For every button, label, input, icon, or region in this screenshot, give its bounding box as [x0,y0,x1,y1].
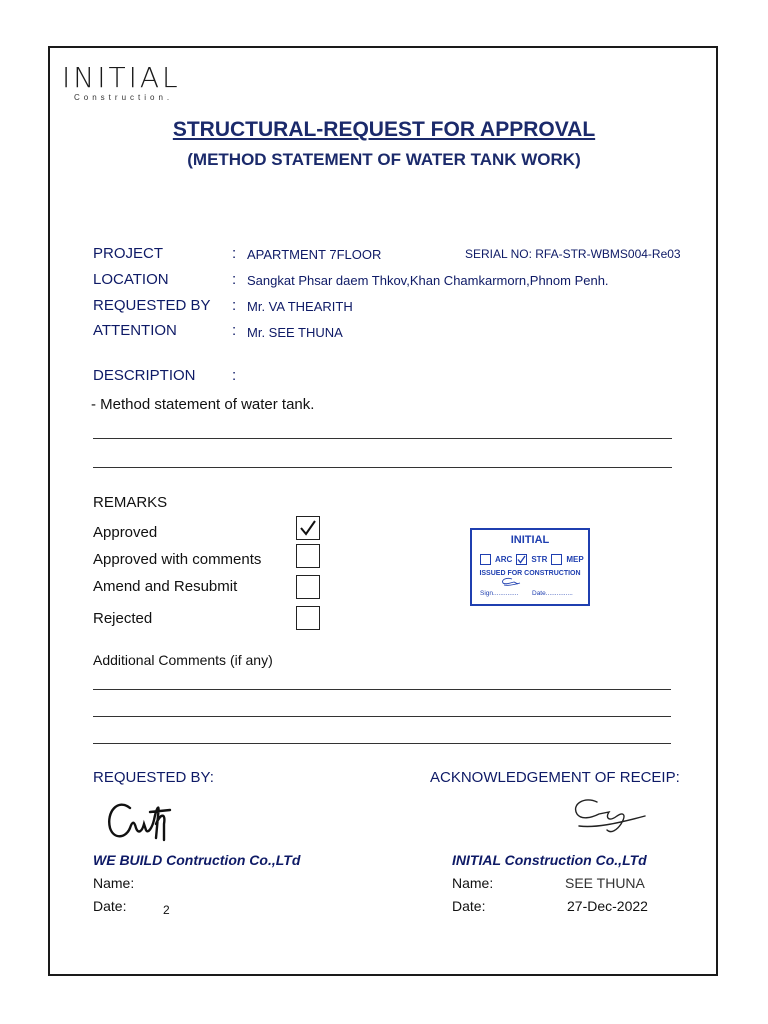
stamp-sign-line: Sign.............. [480,590,519,597]
stamp-title: INITIAL [510,534,550,546]
option-approved-with-comments-label: Approved with comments [93,551,262,568]
requested-by-colon: : [232,297,237,314]
stamp-mep-box [551,554,562,565]
option-amend-resubmit-label: Amend and Resubmit [93,578,238,595]
stamp-signature-icon [496,576,522,590]
location-value: Sangkat Phsar daem Thkov,Khan Chamkarmorn,Phnom Penh. [247,273,609,288]
location-colon: : [232,271,237,288]
stamp-str-box [516,554,527,565]
acknowledgement-heading: ACKNOWLEDGEMENT OF RECEIP: [430,769,680,786]
document-subtitle: (METHOD STATEMENT OF WATER TANK WORK) [187,150,581,169]
acknowledger-name-label: Name: [452,875,494,891]
requester-company: WE BUILD Contruction Co.,LTd [93,852,301,868]
additional-comments-label: Additional Comments (if any) [93,652,273,668]
project-label: PROJECT [93,245,164,262]
option-rejected-checkbox[interactable] [296,606,320,630]
comment-line-2 [93,716,671,717]
requester-signature-icon [100,790,190,850]
attention-colon: : [232,322,237,339]
stamp-arc-label: ARC [495,555,513,564]
option-approved-with-comments-checkbox[interactable] [296,544,320,568]
company-logo [62,61,181,102]
project-value: APARTMENT 7FLOOR [247,247,382,262]
stamp-discipline-row [480,554,584,565]
stamp-date-line: Date............... [532,590,573,597]
acknowledger-date-value: 27-Dec-2022 [567,898,648,914]
logo-subtitle: Construction. [74,93,174,102]
requested-by-label: REQUESTED BY [93,297,211,314]
comment-line-3 [93,743,671,744]
location-label: LOCATION [93,271,169,288]
description-label: DESCRIPTION [93,367,196,384]
option-rejected-label: Rejected [93,610,153,627]
requested-by-value: Mr. VA THEARITH [247,299,353,314]
issued-for-construction-stamp [470,528,590,606]
checkmark-icon [297,517,319,539]
acknowledger-name-value: SEE THUNA [565,875,645,891]
acknowledger-signature-icon [565,794,655,842]
option-approved-label: Approved [93,524,158,541]
requester-date-value: 2 [163,903,170,917]
stamp-str-label: STR [531,555,548,564]
stamp-check-icon [517,555,526,564]
acknowledger-company: INITIAL Construction Co.,LTd [452,852,647,868]
description-text: - Method statement of water tank. [91,396,315,413]
description-line-2 [93,467,672,468]
requested-by-heading: REQUESTED BY: [93,769,214,786]
comment-line-1 [93,689,671,690]
stamp-mep-label: MEP [566,555,584,564]
project-colon: : [232,245,237,262]
serial-number: SERIAL NO: RFA-STR-WBMS004-Re03 [465,247,681,261]
description-colon: : [232,367,237,384]
remarks-label: REMARKS [93,494,168,511]
document-title: STRUCTURAL-REQUEST FOR APPROVAL [172,118,596,141]
requester-name-label: Name: [93,875,135,891]
attention-value: Mr. SEE THUNA [247,325,343,340]
option-approved-checkbox[interactable] [296,516,320,540]
stamp-issued-text: ISSUED FOR CONSTRUCTION [479,570,581,577]
requester-date-label: Date: [93,898,127,914]
logo-wordmark: INITIAL [62,61,181,94]
description-line-1 [93,438,672,439]
acknowledger-date-label: Date: [452,898,486,914]
option-amend-resubmit-checkbox[interactable] [296,575,320,599]
stamp-arc-box [480,554,491,565]
attention-label: ATTENTION [93,322,177,339]
